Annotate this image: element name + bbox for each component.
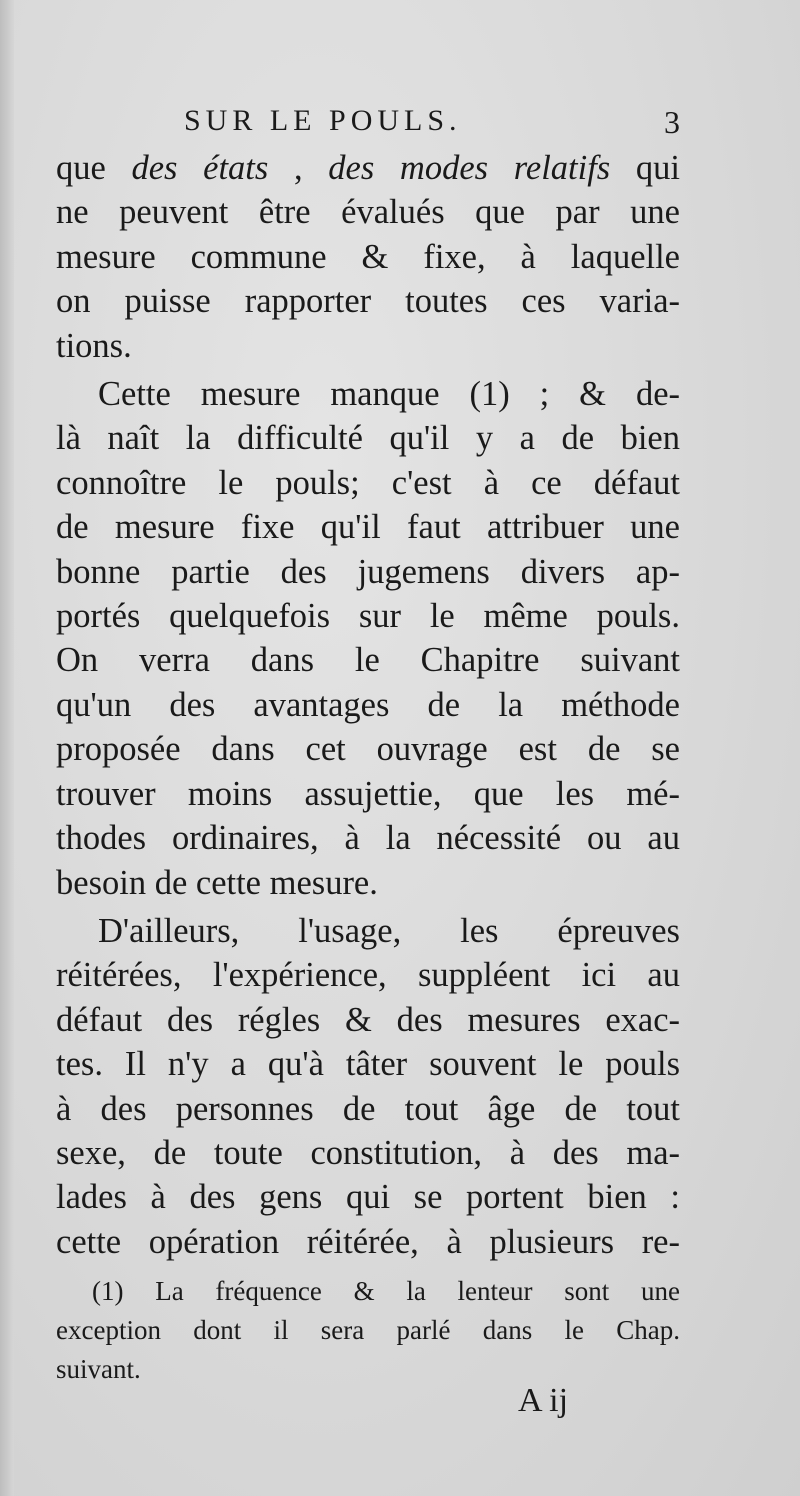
paragraph-1 [56,146,680,368]
text-line: portés quelquefois sur le même pouls. [56,597,680,636]
text-line: mesure commune & fixe, à laquelle [56,237,680,276]
text-line: on puisse rapporter toutes ces varia- [56,282,680,321]
text-line: à des personnes de tout âge de tout [56,1089,680,1128]
footnote-line: exception dont il sera parlé dans le Chap. [56,1315,680,1345]
text-line: On verra dans le Chapitre suivant [56,641,680,680]
text-line: là naît la difficulté qu'il y a de bien [56,419,680,458]
text-line: D'ailleurs, l'usage, les épreuves [98,911,680,950]
page-number: 3 [664,104,680,140]
text-line: tes. Il n'y a qu'à tâter souvent le pouls [56,1045,680,1084]
text-line: Cette mesure manque (1) ; & de- [98,375,680,414]
text-line: réitérées, l'expérience, suppléent ici au [56,956,680,995]
page-gutter-edge [0,0,14,1496]
body-text [56,146,680,1264]
text-line: thodes ordinaires, à la nécessité ou au [56,819,680,858]
footnote [56,1272,680,1389]
text-line: connoître le pouls; c'est à ce défaut [56,463,680,502]
text-line: de mesure fixe qu'il faut attribuer une [56,508,680,547]
footnote-line: (1) La fréquence & la lenteur sont une [92,1276,680,1306]
signature-mark: A ij [518,1382,569,1419]
running-head-title: SUR LE POULS. [184,104,462,137]
text-line: qu'un des avantages de la méthode [56,685,680,724]
text-line: défaut des régles & des mesures exac- [56,1000,680,1039]
running-head [56,104,680,150]
text-line: besoin de cette mesure. [56,863,378,902]
text-line: lades à des gens qui se portent bien : [56,1178,680,1217]
text-line: trouver moins assujettie, que les mé- [56,774,680,813]
text-line: bonne partie des jugemens divers ap- [56,552,680,591]
text-line: que des états , des modes relatifs qui [56,149,680,187]
text-line: proposée dans cet ouvrage est de se [56,730,680,769]
text-line: sexe, de toute constitution, à des ma- [56,1133,680,1172]
text-line: tions. [56,326,132,365]
paragraph-2 [56,372,680,905]
text-line: cette opération réitérée, à plusieurs re- [56,1222,680,1261]
footnote-line: suivant. [56,1354,141,1384]
paragraph-3 [56,909,680,1264]
text-line: ne peuvent être évalués que par une [56,193,680,232]
